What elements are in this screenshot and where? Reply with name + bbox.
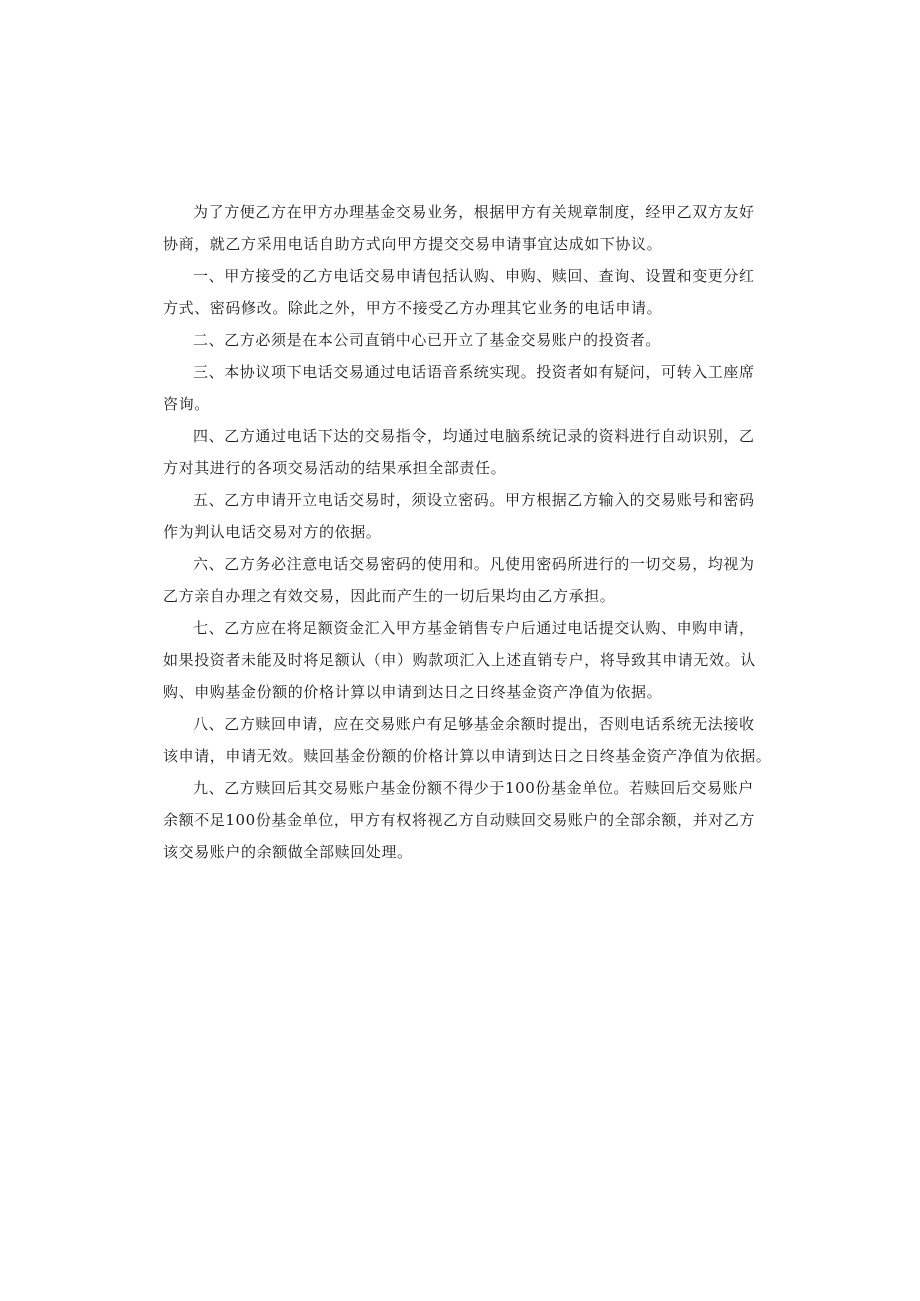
- paragraph-line: 协商，就乙方采用电话自助方式向甲方提交交易申请事宜达成如下协议。: [163, 235, 663, 253]
- paragraph-line: 该申请，申请无效。赎回基金份额的价格计算以申请到达日之日终基金资产净值为依据。: [163, 747, 772, 765]
- paragraph-line: 如果投资者未能及时将足额认（申）购款项汇入上述直销专户，将导致其申请无效。认: [163, 651, 756, 669]
- clause-4: [163, 420, 763, 484]
- paragraph-line: 三、本协议项下电话交易通过电话语音系统实现。投资者如有疑问，可转入工座席: [193, 363, 755, 381]
- paragraph-line: 七、乙方应在将足额资金汇入甲方基金销售专户后通过电话提交认购、申购申请，: [193, 619, 755, 637]
- paragraph-line: 八、乙方赎回申请，应在交易账户有足够基金余额时提出，否则电话系统无法接收: [193, 715, 755, 733]
- paragraph-line: 四、乙方通过电话下达的交易指令，均通过电脑系统记录的资料进行自动识别，乙: [193, 427, 755, 445]
- paragraph-line: 咨询。: [163, 395, 210, 413]
- paragraph-line: 余额不足100份基金单位，甲方有权将视乙方自动赎回交易账户的全部余额，并对乙方: [163, 811, 756, 829]
- clause-1: [163, 260, 763, 324]
- paragraph-line: 五、乙方申请开立电话交易时，须设立密码。甲方根据乙方输入的交易账号和密码: [193, 491, 755, 509]
- paragraph-line: 乙方亲自办理之有效交易，因此而产生的一切后果均由乙方承担。: [163, 587, 616, 605]
- paragraph-line: 九、乙方赎回后其交易账户基金份额不得少于100份基金单位。若赎回后交易账户: [193, 779, 754, 797]
- clause-2: [163, 324, 763, 356]
- clause-9: [163, 772, 763, 868]
- clause-6: [163, 548, 763, 612]
- paragraph-line: 该交易账户的余额做全部赎回处理。: [163, 843, 413, 861]
- agreement-body: [163, 196, 772, 868]
- clause-3: [163, 356, 763, 420]
- paragraph-line: 一、甲方接受的乙方电话交易申请包括认购、申购、赎回、查询、设置和变更分红: [193, 267, 755, 285]
- intro-paragraph: [163, 196, 763, 260]
- paragraph-line: 为了方便乙方在甲方办理基金交易业务，根据甲方有关规章制度，经甲乙双方友好: [193, 203, 755, 221]
- clause-5: [163, 484, 763, 548]
- paragraph-line: 购、申购基金份额的价格计算以申请到达日之日终基金资产净值为依据。: [163, 683, 663, 701]
- clause-7: [163, 612, 763, 708]
- clause-8: [163, 708, 772, 772]
- paragraph-line: 作为判认电话交易对方的依据。: [163, 523, 382, 541]
- paragraph-line: 方式、密码修改。除此之外，甲方不接受乙方办理其它业务的电话申请。: [163, 299, 663, 317]
- paragraph-line: 六、乙方务必注意电话交易密码的使用和。凡使用密码所进行的一切交易，均视为: [193, 555, 755, 573]
- paragraph-line: 方对其进行的各项交易活动的结果承担全部责任。: [163, 459, 507, 477]
- paragraph-line: 二、乙方必须是在本公司直销中心已开立了基金交易账户的投资者。: [193, 331, 662, 349]
